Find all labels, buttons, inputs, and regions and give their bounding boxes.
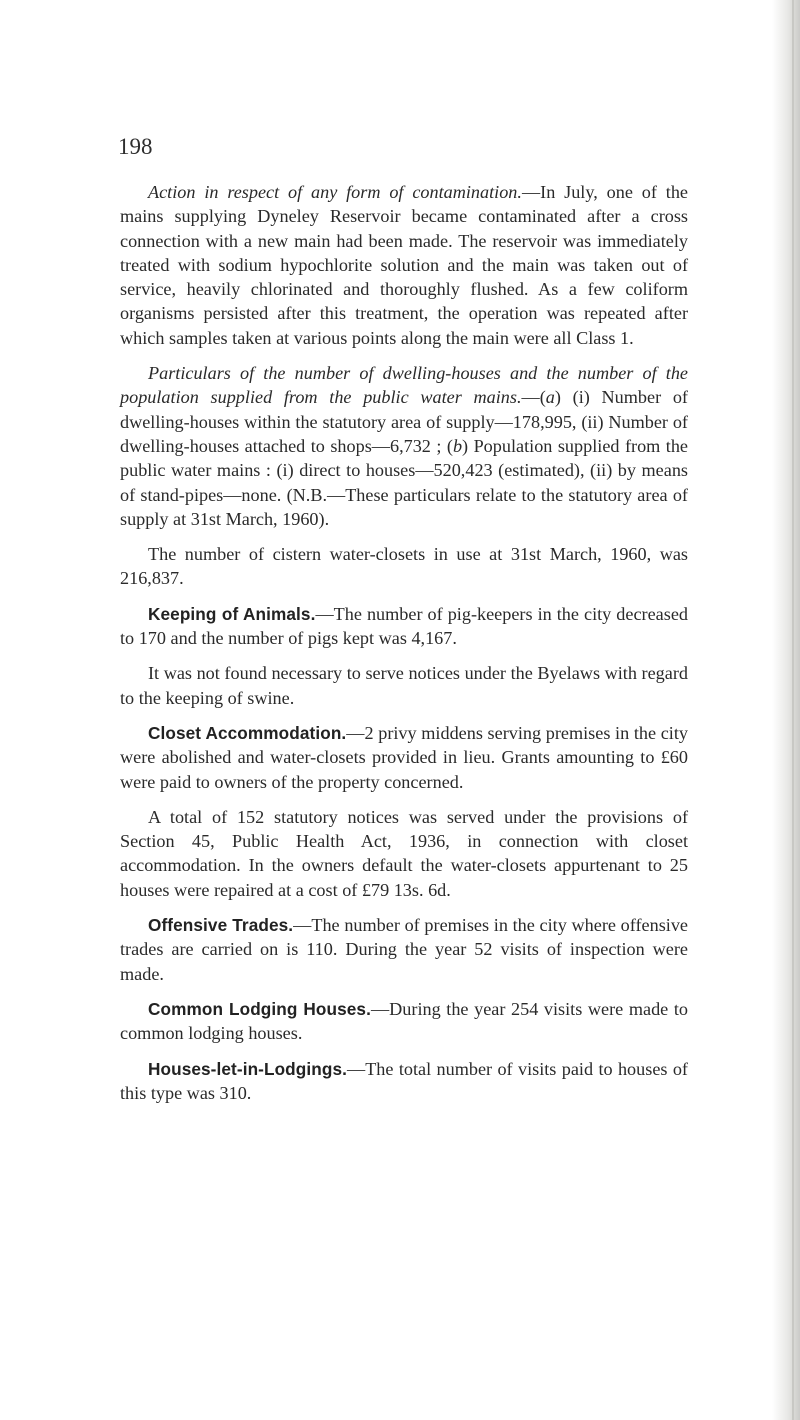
marker-b: b [452,435,463,456]
page-body [120,180,688,1116]
text-contamination: —In July, one of the mains supplying Dyneley Reservoir became contaminated after a cross connection with a new main had been made. The reservoir was immediately treated with sodium hypochlorite solution and the main was taken out of service, heavily chlorinated and thoroughly flushed. As a few coliform organisms persisted after this treatment, the operation was repeated after which samples taken at various points along the main were all Class 1. [120,182,688,348]
paragraph-keeping-animals [120,602,688,651]
heading-contamination: Action in respect of any form of contamination. [148,182,522,202]
heading-dwelling-houses: Particulars of the number of dwelling-houses and the number of the population supplied from the public water mains. [120,363,688,408]
paragraph-cistern-closets [120,542,688,591]
heading-houses-let: Houses-let-in-Lodgings. [148,1058,347,1079]
paragraph-houses-let [120,1057,688,1106]
text-byelaws: It was not found necessary to serve notices under the Byelaws with regard to the keeping of swine. [120,663,688,708]
text-keeping-animals: —The number of pig-keepers in the city decreased to 170 and the number of pigs kept was 4,167. [120,603,688,649]
heading-common-lodging: Common Lodging Houses. [148,998,371,1019]
page-edge-line [792,0,794,1420]
paragraph-contamination [120,180,688,350]
text-statutory-notices: A total of 152 statutory notices was served under the provisions of Section 45, Public Health Act, 1936, in connection with closet accommodation. In the owners default the water-closets appurtenant to 25 houses were repaired at a cost of £79 13s. 6d. [120,806,688,900]
text-cistern-closets: The number of cistern water-closets in use at 31st March, 1960, was 216,837. [120,544,688,589]
heading-offensive-trades: Offensive Trades. [148,915,294,936]
text-common-lodging: —During the year 254 visits were made to common lodging houses. [120,998,688,1044]
paragraph-closet-accommodation [120,721,688,794]
page-number: 198 [118,134,153,159]
text-offensive-trades: —The number of premises in the city where offensive trades are carried on is 110. During the year 52 visits of inspection were made. [120,915,688,984]
paragraph-byelaws [120,661,688,710]
heading-keeping-animals: Keeping of Animals. [148,603,316,624]
paragraph-common-lodging [120,997,688,1046]
page-edge-shadow [772,0,800,1420]
text-dwelling-houses-2: ) (i) Number of dwelling-houses within the statutory area of supply—178,995, (ii) Number of dwelling-houses attached to shops—6,732 ; ( [120,387,688,456]
heading-closet-accommodation: Closet Accommodation. [148,722,347,743]
text-houses-let: —The total number of visits paid to houses of this type was 310. [120,1058,688,1103]
paragraph-statutory-notices [120,805,688,902]
paragraph-offensive-trades [120,913,688,986]
text-closet-accommodation: —2 privy middens serving premises in the city were abolished and water-closets provided in lieu. Grants amounting to £60 were paid to owners of the property concerned. [120,722,688,792]
marker-a: a [545,387,555,408]
text-dwelling-houses-1: —( [521,387,546,408]
paragraph-dwelling-houses [120,361,688,531]
text-dwelling-houses-3: ) Population supplied from the public water mains : (i) direct to houses—520,423 (estimated), (ii) by means of stand-pipes—none. (N.B.—These particulars relate to the statutory area of supply at 31st March, 1960). [120,435,688,529]
